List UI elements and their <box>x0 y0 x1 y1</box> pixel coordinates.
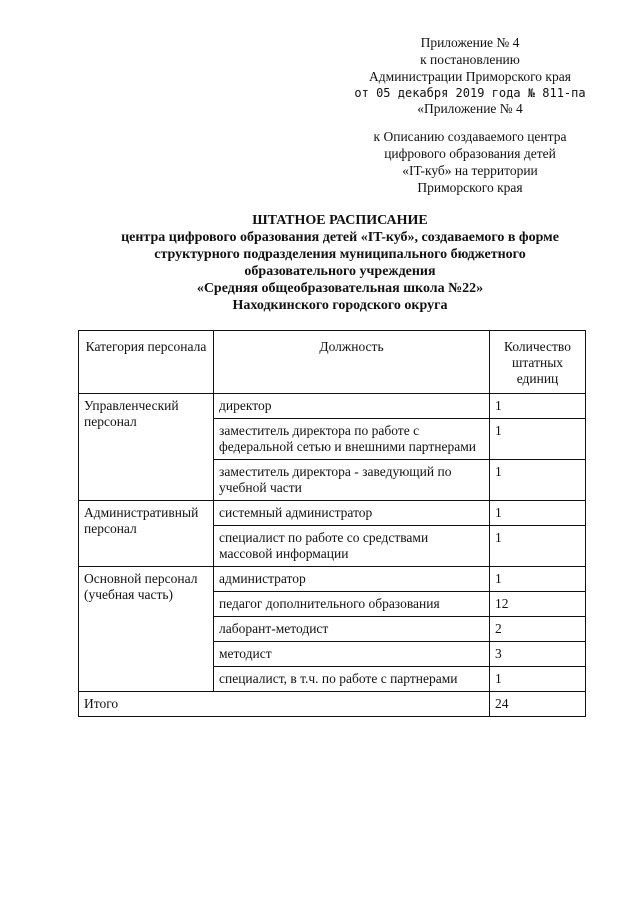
position-cell: педагог дополнительного образования <box>214 592 490 617</box>
position-cell: специалист по работе со средствами массовой информации <box>214 526 490 567</box>
count-cell: 1 <box>490 667 586 692</box>
table-row <box>79 394 586 419</box>
position-cell: заместитель директора по работе с федеральной сетью и внешними партнерами <box>214 419 490 460</box>
category-cell: Административный персонал <box>79 501 214 567</box>
count-cell: 2 <box>490 617 586 642</box>
total-count: 24 <box>490 692 586 717</box>
header-category: Категория персонала <box>79 331 214 394</box>
position-cell: заместитель директора - заведующий по учебной части <box>214 460 490 501</box>
total-label: Итого <box>79 692 490 717</box>
staff-table <box>78 330 586 717</box>
appendix-block <box>340 34 600 102</box>
count-cell: 1 <box>490 394 586 419</box>
category-cell: Управленческий персонал <box>79 394 214 501</box>
table-row <box>79 501 586 526</box>
appendix-description-block <box>340 128 600 196</box>
position-cell: специалист, в т.ч. по работе с партнерами <box>214 667 490 692</box>
appendix-line: Администрации Приморского края <box>369 69 571 84</box>
title-line: центра цифрового образования детей «IT-куб», создаваемого в форме <box>121 230 559 245</box>
appendix-line: к Описанию создаваемого центра <box>373 129 567 144</box>
appendix-line: Приложение № 4 <box>420 35 520 50</box>
count-cell: 12 <box>490 592 586 617</box>
count-cell: 1 <box>490 460 586 501</box>
appendix-line: «Приложение № 4 <box>417 101 523 116</box>
count-cell: 3 <box>490 642 586 667</box>
appendix-line: Приморского края <box>417 180 523 195</box>
position-cell: системный администратор <box>214 501 490 526</box>
count-cell: 1 <box>490 501 586 526</box>
table-header-row <box>79 331 586 394</box>
appendix-line: цифрового образования детей <box>384 146 556 161</box>
title-heading: ШТАТНОЕ РАСПИСАНИЕ <box>252 213 428 228</box>
count-cell: 1 <box>490 419 586 460</box>
position-cell: администратор <box>214 567 490 592</box>
appendix-date-line: от 05 декабря 2019 года № 811-па <box>354 86 586 100</box>
document-title <box>60 212 620 314</box>
count-cell: 1 <box>490 567 586 592</box>
position-cell: директор <box>214 394 490 419</box>
title-line: Находкинского городского округа <box>232 298 448 313</box>
title-line: «Средняя общеобразовательная школа №22» <box>196 281 484 296</box>
appendix-reference-block <box>340 100 600 117</box>
category-cell: Основной персонал (учебная часть) <box>79 567 214 692</box>
title-line: структурного подразделения муниципального бюджетного <box>154 247 526 262</box>
appendix-line: к постановлению <box>420 52 520 67</box>
count-cell: 1 <box>490 526 586 567</box>
title-line: образовательного учреждения <box>244 264 436 279</box>
header-count: Количество штатных единиц <box>490 331 586 394</box>
position-cell: методист <box>214 642 490 667</box>
table-row <box>79 567 586 592</box>
total-row <box>79 692 586 717</box>
position-cell: лаборант-методист <box>214 617 490 642</box>
appendix-line: «IT-куб» на территории <box>402 163 538 178</box>
header-position: Должность <box>214 331 490 394</box>
